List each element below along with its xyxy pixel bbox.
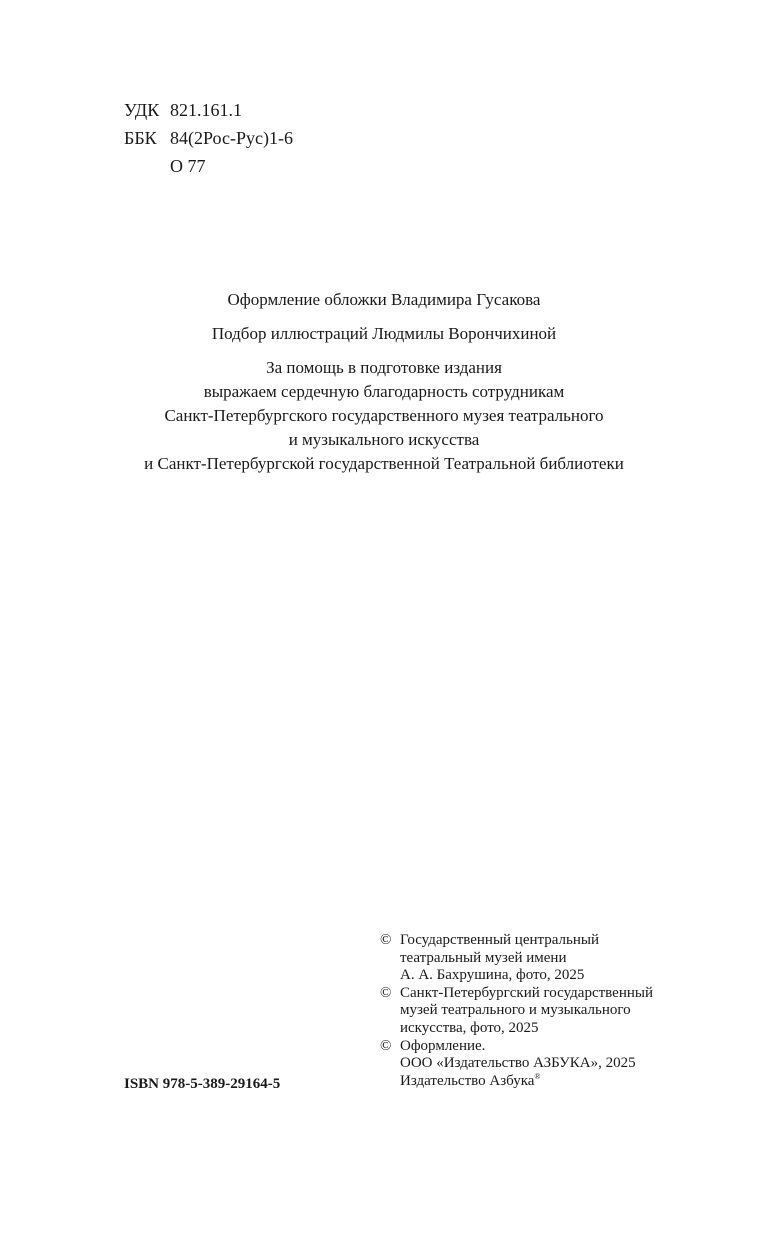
- isbn: ISBN 978-5-389-29164-5: [124, 1076, 281, 1092]
- copyright-line: искусства, фото, 2025: [400, 1019, 539, 1036]
- copyright-entry: [380, 1038, 653, 1091]
- cover-design-credit: Оформление обложки Владимира Гусакова: [227, 290, 541, 309]
- acknowledgement-line: и музыкального искусства: [288, 430, 480, 449]
- copyright-block: [380, 932, 653, 1090]
- acknowledgement-line: За помощь в подготовке издания: [266, 358, 502, 377]
- udk-label: УДК: [124, 100, 160, 120]
- bbk-row: [124, 124, 293, 152]
- bbk-label: ББК: [124, 128, 157, 148]
- copyright-entry: [380, 932, 653, 985]
- copyright-line: [400, 1073, 636, 1091]
- copyright-line: музей театрального и музыкального: [400, 1002, 631, 1019]
- copyright-line: Санкт-Петербургский государственный: [400, 984, 653, 1001]
- copyright-icon: ©: [380, 1037, 392, 1054]
- udk-row: [124, 96, 293, 124]
- acknowledgement-line: и Санкт-Петербургской государственной Театральной библиотеки: [144, 454, 624, 473]
- credits-block: [0, 288, 768, 476]
- udk-value: 821.161.1: [170, 100, 242, 120]
- classification-block: [124, 96, 293, 180]
- copyright-icon: ©: [380, 932, 392, 948]
- acknowledgement-line: выражаем сердечную благодарность сотрудникам: [203, 382, 565, 401]
- author-mark-row: [124, 152, 293, 180]
- author-mark: О 77: [170, 156, 206, 176]
- publisher-trademark: Издательство Азбука: [400, 1072, 535, 1089]
- acknowledgement-line: Санкт-Петербургского государственного музея театрального: [164, 406, 604, 425]
- copyright-icon: ©: [380, 984, 392, 1001]
- illustrations-credit: Подбор иллюстраций Людмилы Ворончихиной: [211, 324, 557, 343]
- copyright-line: А. А. Бахрушина, фото, 2025: [400, 967, 585, 984]
- registered-trademark-icon: ®: [534, 1071, 541, 1081]
- bbk-value: 84(2Рос-Рус)1-6: [170, 128, 293, 148]
- copyright-line: театральный музей имени: [400, 949, 567, 966]
- copyright-line: Оформление.: [400, 1037, 486, 1054]
- acknowledgement: [0, 356, 768, 476]
- copyright-entry: [380, 985, 653, 1038]
- copyright-line: Государственный центральный: [400, 932, 600, 948]
- copyright-line: ООО «Издательство АЗБУКА», 2025: [400, 1055, 636, 1072]
